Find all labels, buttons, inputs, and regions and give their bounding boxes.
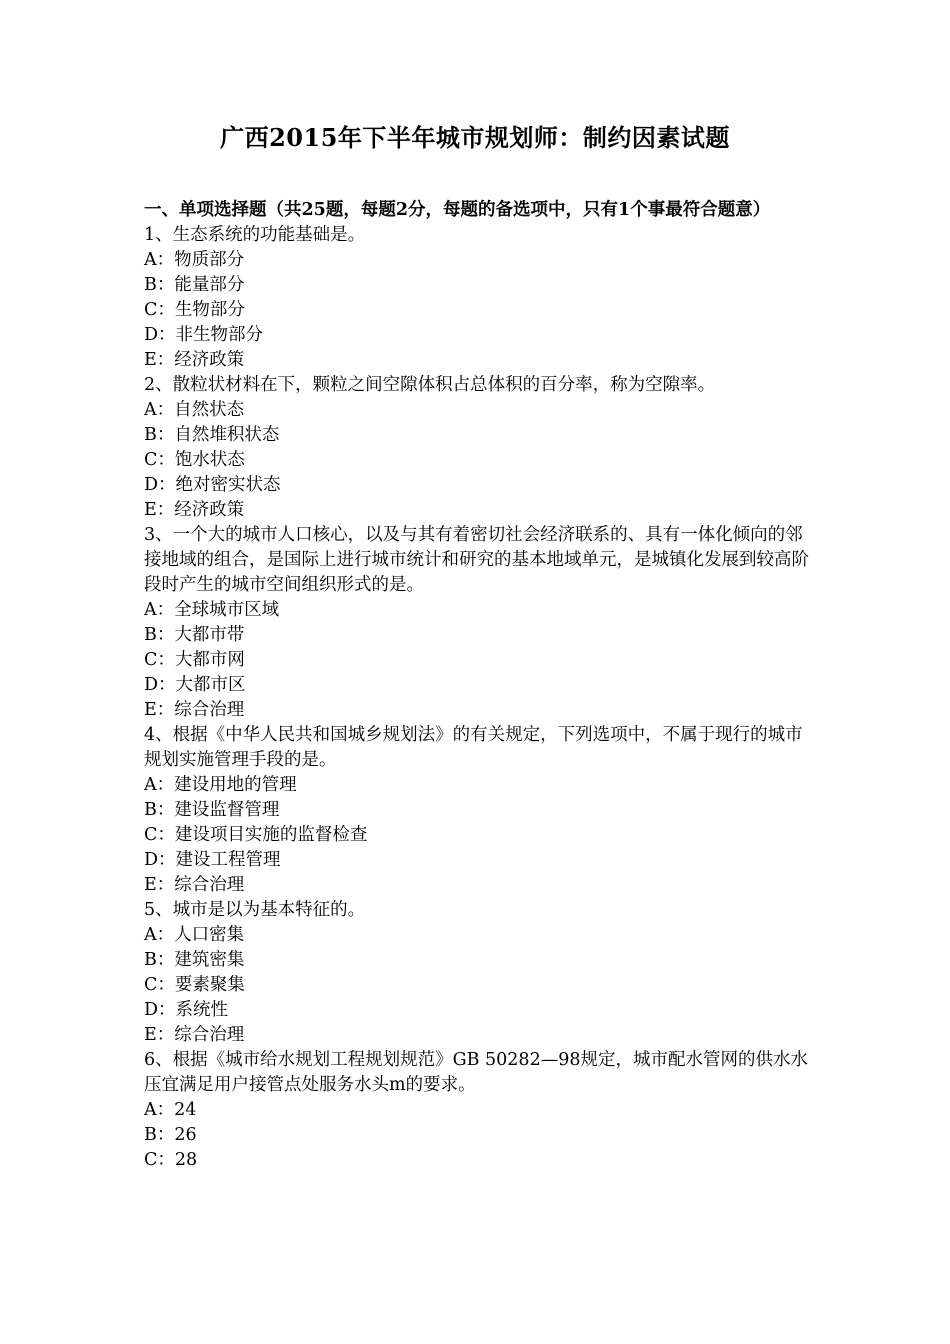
answer-option: C：饱水状态 (144, 450, 245, 470)
answer-option: D：系统性 (144, 1000, 229, 1020)
answer-option: B：能量部分 (144, 275, 245, 295)
answer-option: A：24 (144, 1100, 197, 1120)
answer-option: C：要素聚集 (144, 975, 245, 995)
document-title: 广西2015年下半年城市规划师：制约因素试题 (220, 123, 730, 152)
answer-option: B：26 (144, 1125, 197, 1145)
answer-option: A：物质部分 (144, 250, 245, 270)
answer-option: C：大都市网 (144, 650, 245, 670)
answer-option: B：建筑密集 (144, 950, 245, 970)
answer-option: B：自然堆积状态 (144, 425, 280, 445)
question-list (144, 223, 810, 1173)
question-stem: 3、一个大的城市人口核心，以及与其有着密切社会经济联系的、具有一体化倾向的邻接地域的组合，是国际上进行城市统计和研究的基本地域单元，是城镇化发展到较高阶段时产生的城市空间组织形式的是。 (144, 525, 809, 595)
answer-option: D：建设工程管理 (144, 850, 281, 870)
answer-option: D：大都市区 (144, 675, 246, 695)
answer-option: E：经济政策 (144, 350, 245, 370)
answer-option: A：全球城市区域 (144, 600, 280, 620)
answer-option: B：大都市带 (144, 625, 245, 645)
answer-option: A：建设用地的管理 (144, 775, 297, 795)
question-block (144, 898, 810, 1048)
answer-option: D：绝对密实状态 (144, 475, 281, 495)
answer-option: E：综合治理 (144, 700, 245, 720)
answer-option: A：自然状态 (144, 400, 245, 420)
document-body (144, 198, 810, 1173)
question-block (144, 373, 810, 523)
answer-option: E：经济政策 (144, 500, 245, 520)
section-heading: 一、单项选择题（共25题，每题2分，每题的备选项中，只有1个事最符合题意） (144, 200, 771, 220)
question-block (144, 1048, 810, 1173)
answer-option: A：人口密集 (144, 925, 245, 945)
answer-option: E：综合治理 (144, 1025, 245, 1045)
answer-option: C：建设项目实施的监督检查 (144, 825, 368, 845)
question-stem: 4、根据《中华人民共和国城乡规划法》的有关规定，下列选项中，不属于现行的城市规划实施管理手段的是。 (144, 725, 803, 770)
answer-option: C：28 (144, 1150, 198, 1170)
question-stem: 1、生态系统的功能基础是。 (144, 225, 366, 245)
question-stem: 6、根据《城市给水规划工程规划规范》GB 50282—98规定，城市配水管网的供水水压宜满足用户接管点处服务水头m的要求。 (144, 1050, 808, 1095)
question-block (144, 223, 810, 373)
question-stem: 2、散粒状材料在下，颗粒之间空隙体积占总体积的百分率，称为空隙率。 (144, 375, 716, 395)
question-block (144, 523, 810, 723)
question-block (144, 723, 810, 898)
question-stem: 5、城市是以为基本特征的。 (144, 900, 366, 920)
answer-option: C：生物部分 (144, 300, 245, 320)
answer-option: B：建设监督管理 (144, 800, 280, 820)
answer-option: D：非生物部分 (144, 325, 264, 345)
answer-option: E：综合治理 (144, 875, 245, 895)
